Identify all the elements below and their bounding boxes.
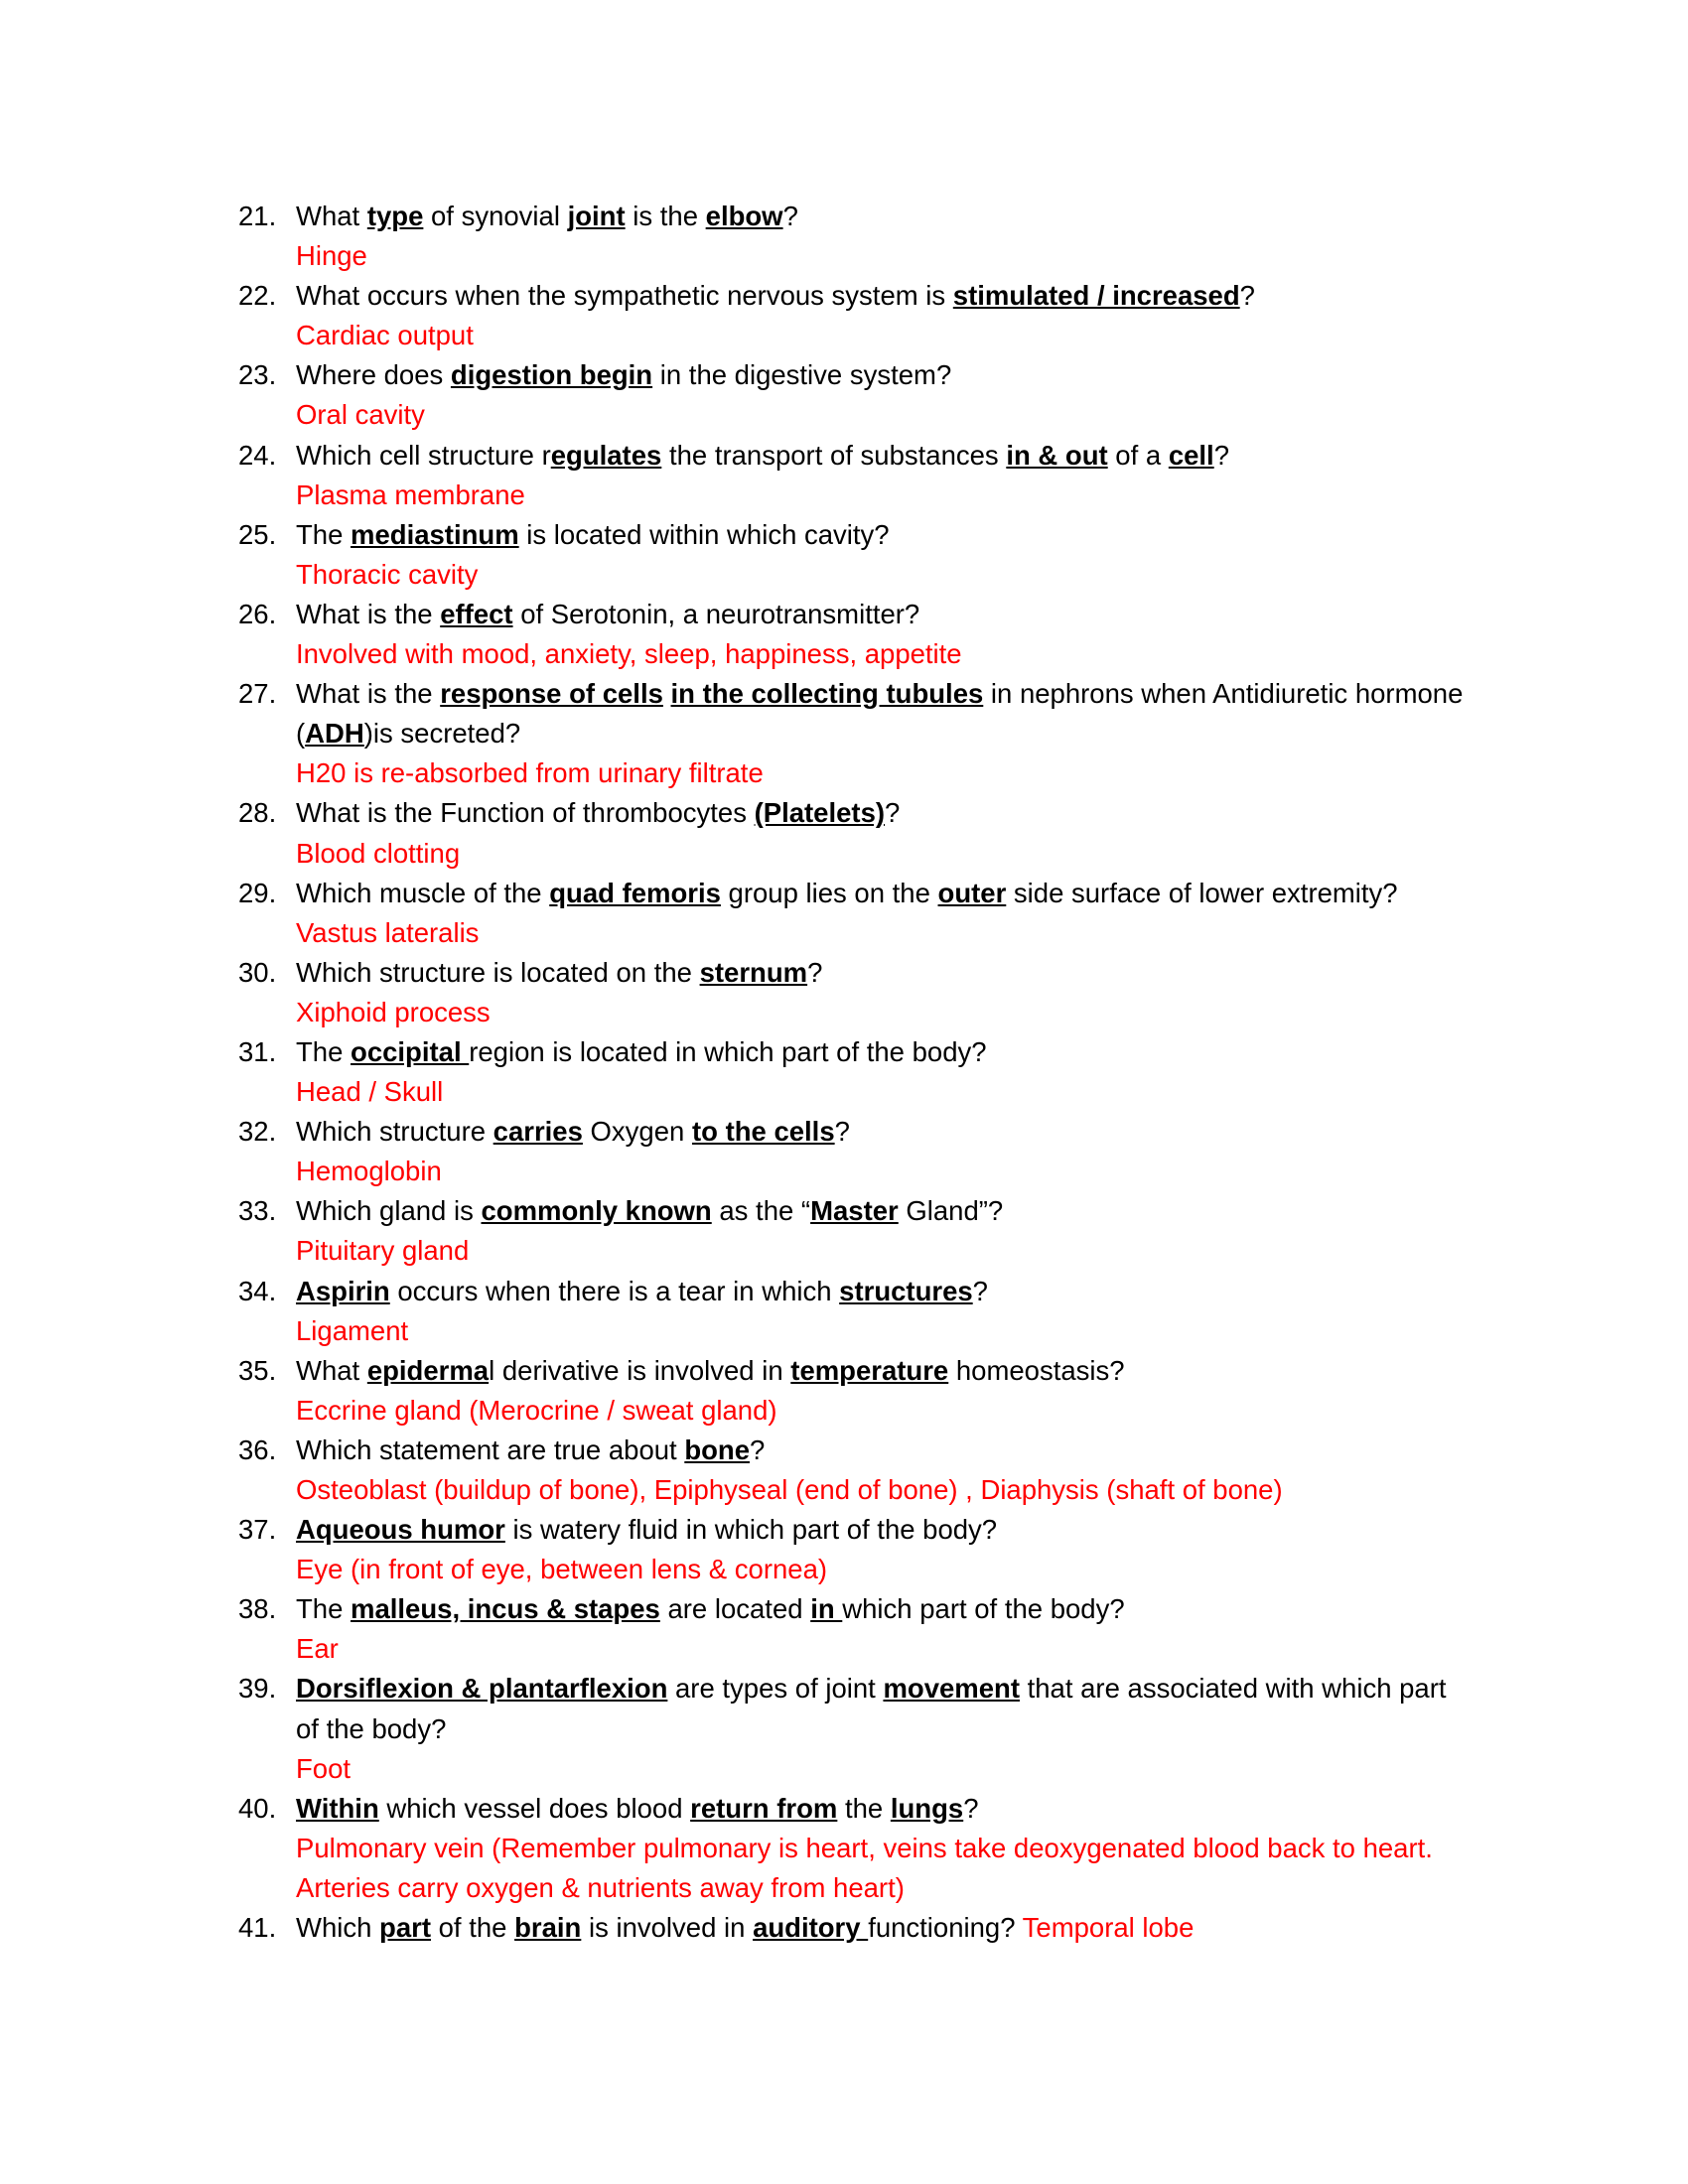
question-segment: What is the [296, 678, 441, 710]
question-segment: group lies on the [720, 877, 938, 908]
answer-text: Eccrine gland (Merocrine / sweat gland) [296, 1394, 777, 1426]
question-item [238, 953, 1470, 1032]
question-segment: ? [885, 797, 901, 829]
emphasized-term: ADH [305, 718, 364, 750]
question-segment: is watery fluid in which part of the body? [504, 1514, 998, 1546]
answer-text: Hinge [296, 240, 367, 272]
answer-text: Plasma membrane [296, 478, 525, 510]
question-segment: ? [782, 201, 798, 231]
answer-text: Hemoglobin [296, 1156, 442, 1187]
question-item [238, 355, 1470, 435]
question-segment: The [296, 1035, 352, 1067]
emphasized-term: response of cells [440, 678, 663, 710]
question-text [296, 674, 1470, 753]
question-text [296, 1191, 1470, 1231]
question-segment: of a [1107, 439, 1169, 471]
emphasized-term: joint [567, 201, 626, 231]
question-text [296, 1351, 1470, 1391]
question-segment: of synovial [423, 201, 568, 231]
question-segment: )is secreted? [363, 718, 521, 750]
question-list [238, 197, 1470, 1948]
question-segment: l derivative is involved in [489, 1354, 791, 1386]
question-number: 28. [238, 797, 277, 829]
question-segment: What is the [296, 598, 441, 629]
question-segment: the transport of substances [661, 439, 1007, 471]
emphasized-term: egulates [550, 439, 662, 471]
emphasized-term: return from [690, 1792, 838, 1824]
question-segment: in the digestive system? [652, 359, 952, 391]
emphasized-term: epiderma [366, 1354, 490, 1386]
question-number: 32. [238, 1116, 277, 1148]
question-number: 38. [238, 1593, 277, 1625]
answer-text: Head / Skull [296, 1076, 444, 1108]
emphasized-term: auditory [753, 1912, 869, 1944]
question-segment: which vessel does blood [378, 1792, 691, 1824]
question-segment: What is the Function of thrombocytes [296, 797, 755, 829]
question-text [296, 515, 1470, 555]
question-item [238, 1112, 1470, 1191]
emphasized-term: effect [440, 598, 513, 629]
emphasized-term: Aspirin [296, 1275, 390, 1306]
answer-text: Oral cavity [296, 399, 425, 431]
question-segment: homeostasis? [948, 1354, 1125, 1386]
question-segment: ? [807, 956, 823, 988]
question-segment: Where does [296, 359, 451, 391]
question-number: 21. [238, 201, 277, 231]
question-segment: Which muscle of the [296, 877, 550, 908]
emphasized-term: outer [937, 877, 1007, 908]
question-text [296, 1908, 1470, 1948]
question-segment: Which statement are true about [296, 1433, 685, 1465]
question-segment: of Serotonin, a neurotransmitter? [512, 598, 920, 629]
question-item [238, 436, 1470, 515]
question-segment: The [296, 1593, 352, 1625]
emphasized-term: lungs [890, 1792, 964, 1824]
answer-text: Blood clotting [296, 837, 461, 869]
question-text [296, 874, 1470, 913]
question-segment: as the “ [711, 1195, 811, 1227]
question-text [296, 1669, 1470, 1748]
question-text [296, 595, 1470, 634]
question-segment: of the [431, 1912, 515, 1944]
question-segment: Which structure [296, 1116, 493, 1148]
question-number: 26. [238, 598, 277, 629]
question-text [296, 1431, 1470, 1470]
question-item [238, 1908, 1470, 1948]
emphasized-term: (Platelets) [754, 797, 886, 829]
question-text [296, 276, 1470, 316]
question-number: 34. [238, 1275, 277, 1306]
question-segment: ? [750, 1433, 766, 1465]
question-number: 29. [238, 877, 277, 908]
emphasized-term: temperature [790, 1354, 949, 1386]
emphasized-term: sternum [699, 956, 808, 988]
question-item [238, 276, 1470, 355]
answer-text: Pulmonary vein (Remember pulmonary is heart, veins take deoxygenated blood back to heart. Arteries carry oxygen & nutrients away from heart) [296, 1832, 1433, 1903]
answer-text: H20 is re-absorbed from urinary filtrate [296, 757, 764, 789]
question-segment: the [837, 1792, 891, 1824]
question-text [296, 1789, 1470, 1829]
emphasized-term: to the cells [691, 1116, 835, 1148]
emphasized-term: cell [1168, 439, 1214, 471]
question-number: 27. [238, 678, 277, 710]
question-text [296, 355, 1470, 395]
question-number: 35. [238, 1354, 277, 1386]
question-segment: The [296, 518, 352, 550]
question-segment: region is located in which part of the body? [469, 1035, 987, 1067]
emphasized-term: Dorsiflexion & plantarflexion [296, 1673, 668, 1705]
emphasized-term: structures [839, 1275, 973, 1306]
emphasized-term: in [810, 1593, 843, 1625]
question-number: 41. [238, 1912, 277, 1944]
emphasized-term: quad femoris [549, 877, 721, 908]
question-segment: ? [972, 1275, 988, 1306]
question-text [296, 436, 1470, 476]
emphasized-term: occipital [351, 1035, 470, 1067]
answer-text: Xiphoid process [296, 996, 491, 1027]
answer-text: Foot [296, 1752, 352, 1784]
question-number: 39. [238, 1673, 277, 1705]
question-number: 22. [238, 280, 277, 312]
question-item [238, 515, 1470, 595]
question-number: 24. [238, 439, 277, 471]
question-segment: What occurs when the sympathetic nervous system is [296, 280, 953, 312]
question-segment: occurs when there is a tear in which [389, 1275, 840, 1306]
question-item [238, 1510, 1470, 1589]
question-segment: Which gland is [296, 1195, 482, 1227]
emphasized-term: Master [810, 1195, 899, 1227]
answer-text: Thoracic cavity [296, 558, 479, 590]
answer-text: Vastus lateralis [296, 916, 480, 948]
answer-text: Osteoblast (buildup of bone), Epiphyseal (end of bone) , Diaphysis (shaft of bone) [296, 1474, 1283, 1505]
question-segment: Gland”? [898, 1195, 1004, 1227]
question-segment: are located [659, 1593, 811, 1625]
question-number: 36. [238, 1433, 277, 1465]
question-segment: is the [625, 201, 706, 231]
question-segment [663, 678, 671, 709]
question-segment: ? [1213, 439, 1229, 471]
question-text [296, 1589, 1470, 1629]
question-text [296, 197, 1470, 236]
question-segment: in nephrons when Antidiuretic hormone ( [296, 678, 1471, 750]
emphasized-term: elbow [705, 201, 783, 231]
question-segment: functioning? [868, 1912, 1016, 1944]
emphasized-term: mediastinum [351, 518, 519, 550]
emphasized-term: Within [296, 1792, 379, 1824]
question-item [238, 874, 1470, 953]
question-item [238, 595, 1470, 674]
question-text [296, 793, 1470, 833]
emphasized-term: in the collecting tubules [670, 678, 984, 710]
question-number: 25. [238, 518, 277, 550]
question-item [238, 197, 1470, 276]
question-item [238, 1272, 1470, 1351]
question-number: 37. [238, 1514, 277, 1546]
question-text [296, 1510, 1470, 1550]
emphasized-term: Aqueous humor [296, 1514, 505, 1546]
answer-text: Pituitary gland [296, 1235, 470, 1267]
question-item [238, 1431, 1470, 1510]
question-segment: Which [296, 1912, 380, 1944]
question-segment: ? [963, 1792, 979, 1824]
answer-text: Involved with mood, anxiety, sleep, happiness, appetite [296, 638, 962, 670]
question-segment: side surface of lower extremity? [1006, 877, 1398, 908]
emphasized-term: digestion begin [450, 359, 653, 391]
question-segment: Oxygen [582, 1116, 692, 1148]
question-segment: is located within which cavity? [518, 518, 890, 550]
question-item [238, 1351, 1470, 1431]
emphasized-term: in & out [1006, 439, 1108, 471]
answer-text: Eye (in front of eye, between lens & cornea) [296, 1554, 828, 1585]
question-number: 31. [238, 1035, 277, 1067]
question-item [238, 1191, 1470, 1271]
question-item [238, 1669, 1470, 1788]
question-segment: ? [834, 1116, 850, 1148]
answer-text: Ear [296, 1633, 339, 1665]
question-item [238, 1032, 1470, 1112]
answer-text: Ligament [296, 1314, 409, 1346]
emphasized-term: stimulated / increased [952, 280, 1240, 312]
question-number: 30. [238, 956, 277, 988]
emphasized-term: movement [883, 1673, 1020, 1705]
emphasized-term: type [366, 201, 424, 231]
answer-text: Cardiac output [296, 320, 474, 351]
question-segment: What [296, 1354, 367, 1386]
emphasized-term: bone [684, 1433, 751, 1465]
question-text [296, 1272, 1470, 1311]
question-text [296, 1032, 1470, 1072]
emphasized-term: brain [514, 1912, 582, 1944]
question-text [296, 953, 1470, 993]
question-number: 40. [238, 1792, 277, 1824]
question-number: 33. [238, 1195, 277, 1227]
question-segment: Which cell structure r [296, 439, 551, 471]
emphasized-term: malleus, incus & stapes [351, 1593, 660, 1625]
question-segment: Which structure is located on the [296, 956, 700, 988]
question-item [238, 1589, 1470, 1669]
question-segment: that are associated with which part of the body? [296, 1673, 1455, 1744]
question-text [296, 1112, 1470, 1152]
emphasized-term: carries [492, 1116, 583, 1148]
question-number: 23. [238, 359, 277, 391]
question-segment: What [296, 201, 367, 231]
question-segment: ? [1239, 280, 1255, 312]
question-segment: are types of joint [667, 1673, 884, 1705]
emphasized-term: commonly known [481, 1195, 712, 1227]
question-segment: is involved in [581, 1912, 754, 1944]
question-item [238, 1789, 1470, 1908]
answer-text: Temporal lobe [1022, 1912, 1195, 1944]
question-segment: which part of the body? [842, 1593, 1125, 1625]
question-item [238, 674, 1470, 793]
emphasized-term: part [379, 1912, 431, 1944]
question-item [238, 793, 1470, 873]
